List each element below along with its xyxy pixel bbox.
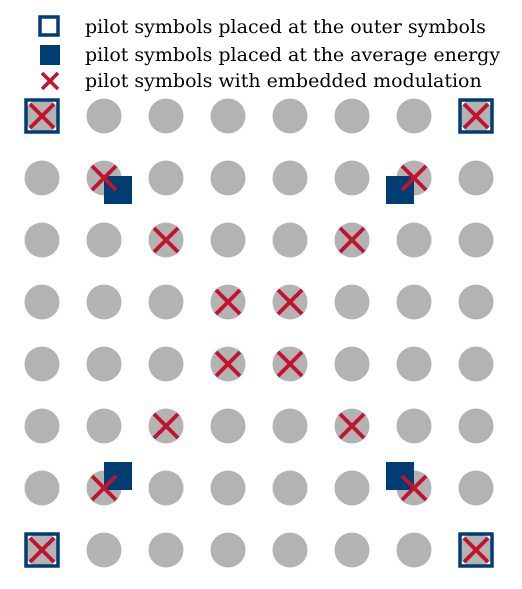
constellation-symbol (87, 409, 122, 444)
embedded-pilot-crosses (30, 104, 488, 562)
constellation-symbol (397, 285, 432, 320)
constellation-symbol (397, 347, 432, 382)
constellation-symbol (335, 161, 370, 196)
constellation-symbol (25, 161, 60, 196)
constellation-symbol (211, 99, 246, 134)
average-energy-pilots (104, 176, 414, 490)
constellation-symbol (87, 223, 122, 258)
constellation-symbol (459, 223, 494, 258)
constellation-symbol (149, 285, 184, 320)
constellation-symbol (397, 533, 432, 568)
constellation-symbol (459, 161, 494, 196)
constellation-symbol (397, 99, 432, 134)
cross-icon (42, 73, 58, 89)
constellation-symbol (397, 409, 432, 444)
legend-item-outer (40, 16, 486, 38)
legend (40, 16, 500, 92)
constellation-symbol (25, 347, 60, 382)
constellation-symbol (149, 161, 184, 196)
hollow-square-icon (40, 17, 58, 35)
constellation-symbol (335, 347, 370, 382)
constellation-symbol (25, 471, 60, 506)
constellation-symbol (273, 161, 308, 196)
constellation-symbol (211, 533, 246, 568)
constellation-symbol (211, 409, 246, 444)
constellation-symbol (273, 533, 308, 568)
constellation-symbol (149, 99, 184, 134)
legend-item-average (40, 44, 500, 66)
constellation-symbol (459, 285, 494, 320)
legend-label-embedded: pilot symbols with embedded modulation (85, 70, 482, 92)
constellation-symbol (25, 285, 60, 320)
constellation-symbol (25, 223, 60, 258)
constellation-symbol (149, 347, 184, 382)
constellation-symbol (273, 223, 308, 258)
constellation-symbol (273, 471, 308, 506)
constellation-symbol (25, 409, 60, 444)
constellation-symbol (87, 533, 122, 568)
constellation-symbol (149, 471, 184, 506)
constellation-symbol (87, 285, 122, 320)
constellation-symbol (211, 471, 246, 506)
constellation-symbol (459, 409, 494, 444)
constellation-symbol (149, 533, 184, 568)
constellation-symbol (335, 533, 370, 568)
constellation-symbol (335, 285, 370, 320)
constellation-symbol (211, 223, 246, 258)
constellation-symbol (335, 471, 370, 506)
constellation-symbol (459, 471, 494, 506)
constellation-symbol (211, 161, 246, 196)
constellation-symbol (335, 99, 370, 134)
constellation-symbol (273, 99, 308, 134)
constellation-symbol (397, 223, 432, 258)
constellation-symbol (87, 347, 122, 382)
constellation-symbol (459, 347, 494, 382)
constellation-symbol (87, 99, 122, 134)
legend-label-average: pilot symbols placed at the average energy (85, 44, 501, 66)
filled-square-icon (40, 45, 60, 65)
constellation-symbol (273, 409, 308, 444)
legend-item-embedded (42, 70, 482, 92)
legend-label-outer: pilot symbols placed at the outer symbols (85, 16, 486, 38)
